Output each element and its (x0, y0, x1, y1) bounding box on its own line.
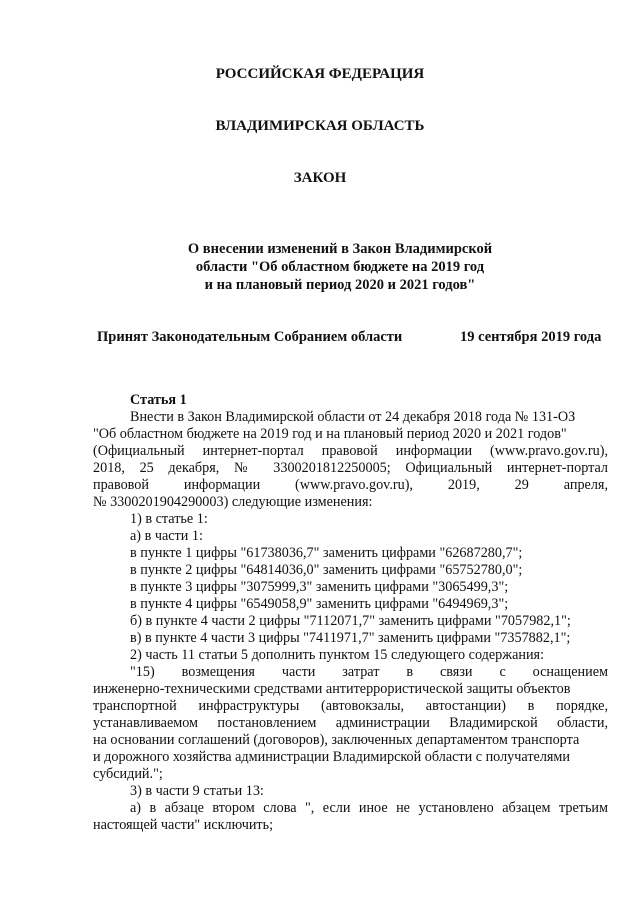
law-title-line: и на плановый период 2020 и 2021 годов" (204, 277, 476, 293)
article-line: "15) возмещения части затрат в связи с оснащением (130, 664, 608, 680)
article-line: а) в абзаце втором слова ", если иное не установлено абзацем третьим (130, 800, 608, 816)
law-title (150, 240, 530, 294)
federation-heading: РОССИЙСКАЯ ФЕДЕРАЦИЯ (215, 66, 425, 82)
article-line: субсидий."; (93, 766, 163, 782)
article-line: в пункте 2 цифры "64814036,0" заменить цифрами "65752780,0"; (130, 562, 523, 578)
article-line: на основании соглашений (договоров), заключенных департаментом транспорта (93, 732, 580, 748)
article-line: транспортной инфраструктуры (автовокзалы, автостанции) в порядке, (93, 698, 608, 714)
article-line: настоящей части" исключить; (93, 817, 274, 833)
article-line: 3) в части 9 статьи 13: (130, 783, 264, 799)
article-line: устанавливаемом постановлением администрации Владимирской области, (93, 715, 608, 731)
article-line: в пункте 1 цифры "61738036,7" заменить цифрами "62687280,7"; (130, 545, 523, 561)
adoption-date: 19 сентября 2019 года (460, 329, 602, 345)
adoption-text: Принят Законодательным Собранием области (97, 329, 403, 345)
article-line: 2) часть 11 статьи 5 дополнить пунктом 15 следующего содержания: (130, 647, 545, 663)
region-heading: ВЛАДИМИРСКАЯ ОБЛАСТЬ (215, 118, 425, 134)
article-line: и дорожного хозяйства администрации Владимирской области с получателями (93, 749, 571, 765)
article-line: в пункте 3 цифры "3075999,3" заменить цифрами "3065499,3"; (130, 579, 509, 595)
article-line: в пункте 4 цифры "6549058,9" заменить цифрами "6494969,3"; (130, 596, 509, 612)
article-line: 2018, 25 декабря, № 3300201812250005; Официальный интернет-портал (93, 460, 608, 476)
article-heading: Статья 1 (130, 392, 187, 408)
article-line: правовой информации (www.pravo.gov.ru), 2019, 29 апреля, (93, 477, 608, 493)
doc-type-heading: ЗАКОН (293, 170, 347, 186)
article-line: 1) в статье 1: (130, 511, 208, 527)
article-line: б) в пункте 4 части 2 цифры "7112071,7" заменить цифрами "7057982,1"; (130, 613, 571, 629)
article-line: в) в пункте 4 части 3 цифры "7411971,7" заменить цифрами "7357882,1"; (130, 630, 571, 646)
article-line: № 3300201904290003) следующие изменения: (93, 494, 373, 510)
article-line: "Об областном бюджете на 2019 год и на плановый период 2020 и 2021 годов" (93, 426, 567, 442)
law-title-line: области "Об областном бюджете на 2019 год (195, 259, 485, 275)
law-title-line: О внесении изменений в Закон Владимирской (187, 241, 493, 257)
article-line: инженерно-техническими средствами антитеррористической защиты объектов (93, 681, 571, 697)
article-line: а) в части 1: (130, 528, 203, 544)
article-line: Внести в Закон Владимирской области от 24 декабря 2018 года № 131-ОЗ (130, 409, 576, 425)
article-line: (Официальный интернет-портал правовой информации (www.pravo.gov.ru), (93, 443, 608, 459)
